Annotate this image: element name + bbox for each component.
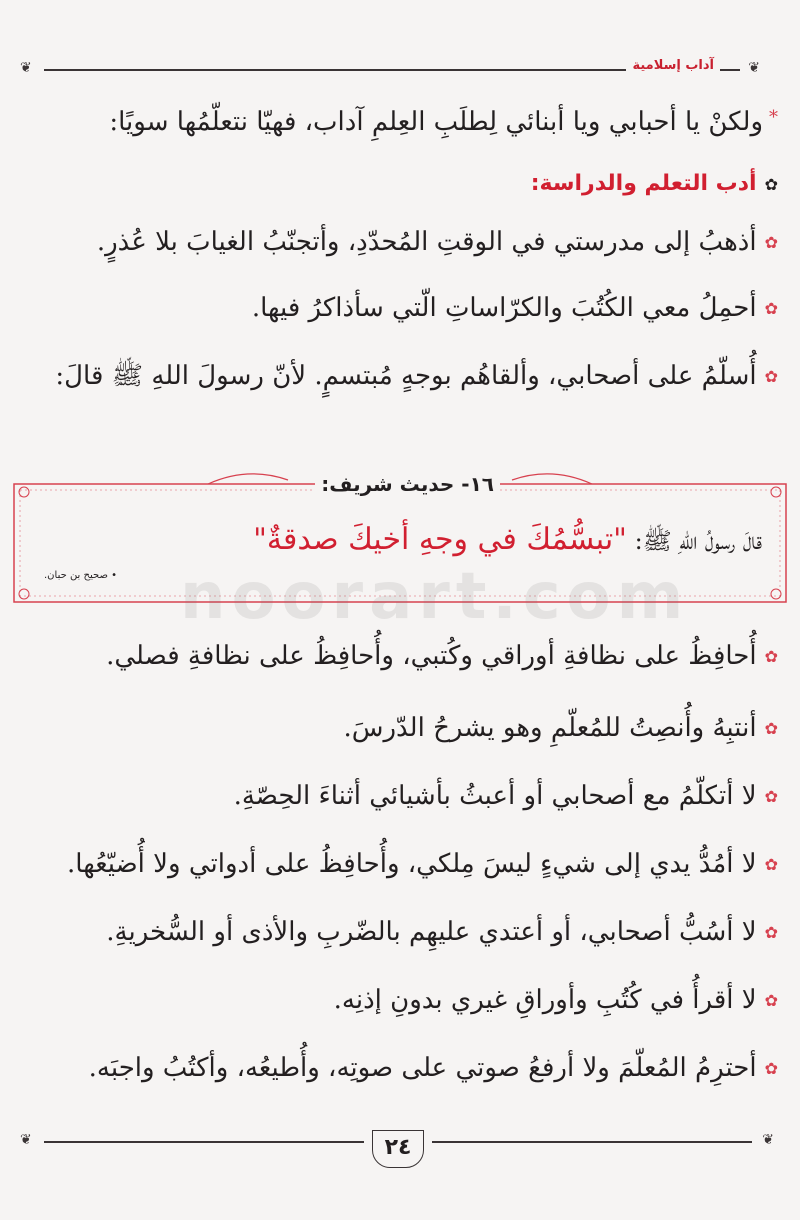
list-item-text: أحترِمُ المُعلّمَ ولا أرفعُ صوتي على صوتِه، وأُطيعُه، وأكتُبُ واجبَه. bbox=[88, 1053, 757, 1083]
flower-bullet-icon: ✿ bbox=[764, 786, 778, 806]
flower-bullet-icon: ✿ bbox=[764, 646, 778, 666]
list-item bbox=[18, 360, 778, 394]
list-item bbox=[18, 984, 778, 1018]
hadith-label: ١٦- حديث شريف: bbox=[315, 472, 500, 496]
flower-bullet-icon: ✿ bbox=[764, 175, 778, 194]
page-header bbox=[20, 58, 760, 78]
hadith-intro: قالَ رسولُ اللهِ ﷺ: bbox=[634, 527, 762, 555]
flower-bullet-icon: ✿ bbox=[764, 718, 778, 738]
page-number: ٢٤ bbox=[372, 1130, 424, 1168]
hadith-source: • صحيح بن حبان. bbox=[44, 570, 118, 581]
list-item bbox=[18, 916, 778, 950]
hadith-quote bbox=[253, 522, 762, 561]
left-ornament-icon: ❦ bbox=[20, 60, 32, 76]
list-item bbox=[18, 712, 778, 746]
asterisk-icon: * bbox=[769, 107, 778, 128]
flower-bullet-icon: ✿ bbox=[764, 366, 778, 386]
right-ornament-icon: ❦ bbox=[748, 60, 760, 76]
list-item bbox=[18, 226, 778, 260]
flower-bullet-icon: ✿ bbox=[764, 1058, 778, 1078]
running-title: آداب إسلامية bbox=[626, 58, 720, 73]
flower-bullet-icon: ✿ bbox=[764, 922, 778, 942]
flower-bullet-icon: ✿ bbox=[764, 298, 778, 318]
list-item-text: أنتبِهُ وأُنصِتُ للمُعلّمِ وهو يشرحُ الدّرسَ. bbox=[343, 713, 757, 743]
intro-line bbox=[18, 106, 778, 140]
footer-rule-left bbox=[44, 1141, 364, 1143]
list-item bbox=[18, 292, 778, 326]
list-item-text: أُحافِظُ على نظافةِ أوراقي وكُتبي، وأُحافِظُ على نظافةِ فصلي. bbox=[106, 641, 757, 671]
footer-rule-right bbox=[432, 1141, 752, 1143]
list-item bbox=[18, 1052, 778, 1086]
watermark: noorart.com bbox=[180, 560, 690, 634]
flower-bullet-icon: ✿ bbox=[764, 990, 778, 1010]
left-ornament-icon: ❦ bbox=[20, 1132, 32, 1148]
flower-bullet-icon: ✿ bbox=[764, 232, 778, 252]
list-item-text: لا أمُدُّ يدي إلى شيءٍ ليسَ مِلكي، وأُحافِظُ على أدواتي ولا أُضيّعُها. bbox=[67, 849, 757, 879]
list-item-text: لا أقرأُ في كُتُبِ وأوراقِ غيري بدونِ إذنِه. bbox=[333, 985, 757, 1015]
list-item-text: لا أتكلّمُ مع أصحابي أو أعبثُ بأشيائي أثناءَ الحِصّةِ. bbox=[233, 781, 757, 811]
page-footer bbox=[20, 1130, 780, 1170]
list-item bbox=[18, 640, 778, 674]
list-item bbox=[18, 780, 778, 814]
section-heading bbox=[18, 166, 778, 200]
list-item bbox=[18, 848, 778, 882]
list-item-text: لا أسُبُّ أصحابي، أو أعتدي عليهِم بالضّربِ والأذى أو السُّخريةِ. bbox=[106, 917, 757, 947]
intro-text: ولكنْ يا أحبابي ويا أبنائي لِطلَبِ العِلمِ آداب، فهيّا نتعلّمُها سويًا: bbox=[109, 107, 763, 137]
flower-bullet-icon: ✿ bbox=[764, 854, 778, 874]
hadith-text: "تبسُّمُكَ في وجهِ أخيكَ صدقةٌ" bbox=[253, 522, 627, 557]
right-ornament-icon: ❦ bbox=[762, 1132, 774, 1148]
section-heading-text: أدب التعلم والدراسة: bbox=[530, 171, 757, 196]
list-item-text: أُسلّمُ على أصحابي، وألقاهُم بوجهٍ مُبتسمٍ. لأنّ رسولَ اللهِ ﷺ قالَ: bbox=[55, 361, 757, 391]
list-item-text: أحمِلُ معي الكُتُبَ والكرّاساتِ الّتي سأذاكرُ فيها. bbox=[251, 293, 757, 323]
list-item-text: أذهبُ إلى مدرستي في الوقتِ المُحدّدِ، وأتجنّبُ الغيابَ بلا عُذرٍ. bbox=[96, 227, 757, 257]
